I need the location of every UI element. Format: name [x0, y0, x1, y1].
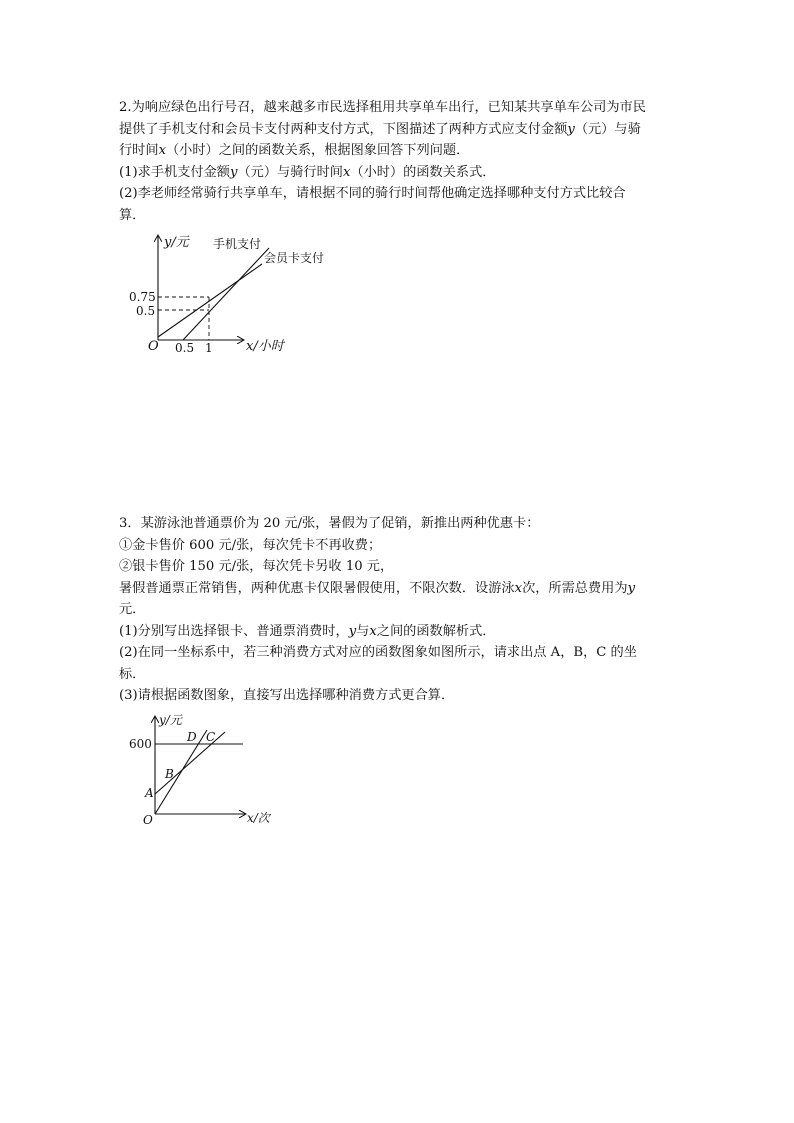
text-line: [119, 599, 637, 621]
point-D: D: [187, 730, 197, 744]
text-run: （元）与骑行时间: [237, 164, 343, 180]
text-line: [119, 97, 646, 119]
text-line: [119, 556, 637, 578]
y-tick-0.75: 0.75: [129, 290, 156, 304]
y-tick-600: 600: [129, 737, 152, 751]
text-line: [119, 578, 637, 600]
text-run: 提供了手机支付和会员卡支付两种支付方式，下图描述了两种方式应支付金额: [119, 121, 568, 137]
label-member-card: 会员卡支付: [264, 251, 325, 265]
x-axis-label: x/次: [247, 811, 270, 825]
y-tick-0.5: 0.5: [136, 304, 156, 318]
x-tick-1: 1: [205, 341, 213, 355]
text-run: x: [369, 623, 377, 639]
text-run: 3．某游泳池普通票价为 20 元/张，暑假为了促销，新推出两种优惠卡：: [119, 516, 540, 531]
text-run: 之间的函数解析式．: [376, 623, 496, 639]
problem-2-graph: [125, 230, 385, 360]
text-run: (2)李老师经常骑行共享单车，请根据不同的骑行时间帮他确定选择哪种支付方式比较合: [119, 186, 626, 201]
problem-3-text: [119, 513, 637, 707]
text-line: [119, 119, 646, 141]
text-line: [119, 535, 637, 557]
text-run: 暑假普通票正常销售，两种优惠卡仅限暑假使用，不限次数．设游泳: [119, 580, 515, 596]
text-line: [119, 685, 637, 707]
text-run: 次，所需总费用为: [522, 580, 628, 596]
text-run: (3)请根据函数图象，直接写出选择哪种消费方式更合算．: [119, 688, 455, 703]
text-run: (1)求手机支付金额: [119, 164, 230, 180]
text-run: （元）与骑: [574, 121, 641, 137]
text-run: 与: [356, 623, 370, 639]
text-run: ②银卡售价 150 元/张，每次凭卡另收 10 元，: [119, 559, 394, 574]
text-run: （小时）的函数关系式．: [350, 164, 496, 180]
text-run: 算．: [119, 207, 146, 223]
x-tick-0.5: 0.5: [175, 341, 195, 355]
text-run: ①金卡售价 600 元/张，每次凭卡不再收费；: [119, 537, 382, 553]
point-C: C: [206, 730, 216, 744]
text-run: y: [567, 121, 575, 137]
point-B: B: [165, 767, 174, 781]
y-axis-label: y/元: [159, 713, 182, 727]
problem-3-graph: [125, 712, 285, 832]
text-line: [119, 513, 637, 535]
text-run: (2)在同一坐标系中，若三种消费方式对应的函数图象如图所示，请求出点 A，B，C 的坐: [119, 645, 637, 660]
text-run: 元．: [119, 602, 146, 617]
text-run: 行时间: [119, 143, 159, 158]
text-run: (1)分别写出选择银卡、普通票消费时，: [119, 623, 349, 639]
text-run: 2.为响应绿色出行号召，越来越多市民选择租用共享单车出行，已知某共享单车公司为市民: [119, 100, 646, 115]
line-phone-pay: [183, 248, 269, 340]
text-run: x: [342, 164, 351, 180]
label-phone-pay: 手机支付: [213, 237, 262, 251]
text-line: [119, 162, 646, 184]
text-line: [119, 621, 637, 643]
text-line: [119, 140, 646, 162]
problem-2-text: [119, 97, 646, 226]
text-run: x: [514, 580, 523, 596]
point-A: A: [145, 786, 154, 800]
text-line: [119, 642, 637, 664]
text-line: [119, 205, 646, 227]
text-run: x: [158, 143, 166, 158]
x-axis-label: x/小时: [246, 339, 284, 354]
text-line: [119, 664, 637, 686]
origin-label: O: [143, 813, 153, 827]
text-run: 标．: [119, 666, 146, 682]
text-line: [119, 183, 646, 205]
line-member-card: [158, 264, 262, 337]
origin-label: O: [148, 339, 159, 354]
text-run: y: [627, 580, 636, 596]
text-run: y: [230, 164, 238, 180]
y-axis-label: y/元: [164, 235, 189, 250]
line-ordinary-ticket: [155, 730, 207, 814]
text-run: y: [348, 623, 357, 639]
text-run: （小时）之间的函数关系，根据图象回答下列问题．: [166, 143, 470, 158]
